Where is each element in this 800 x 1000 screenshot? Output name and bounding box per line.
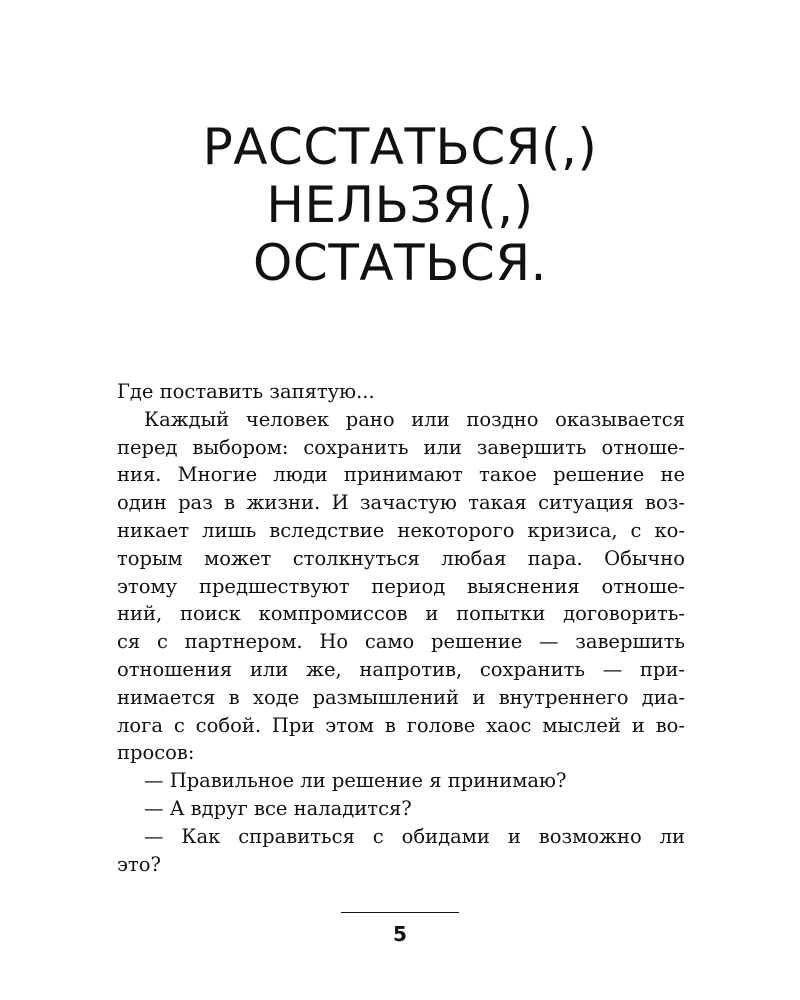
text-line: просов: (117, 741, 195, 765)
text-line: никает лишь вследствие некоторого кризиса, с ко- (117, 518, 685, 542)
chapter-title-line: НЕЛЬЗЯ(,) (266, 176, 534, 234)
dialogue-line: — Правильное ли решение я принимаю? (144, 769, 567, 793)
text-line: отношения или же, напротив, сохранить — при- (117, 657, 685, 681)
text-line: ний, поиск компромиссов и попытки договорить- (117, 602, 685, 626)
text-line: этому предшествуют период выяснения отноше- (117, 574, 685, 598)
footer-rule (341, 912, 459, 913)
text-line: Где поставить запятую... (117, 380, 375, 403)
dialogue-line: — А вдруг все наладится? (144, 796, 412, 820)
text-line: ся с партнером. Но само решение — завершить (117, 630, 685, 654)
text-line: Каждый человек рано или поздно оказывается (144, 407, 685, 431)
text-line: торым может столкнуться любая пара. Обычно (117, 546, 685, 570)
body-text (117, 378, 685, 878)
text-line: перед выбором: сохранить или завершить отноше- (117, 435, 685, 459)
chapter-title-line: ОСТАТЬСЯ. (253, 234, 547, 292)
page-number: 5 (393, 922, 407, 946)
text-line: это? (117, 852, 161, 876)
chapter-title (0, 118, 800, 292)
text-line: нимается в ходе размышлений и внутреннего диа- (117, 685, 685, 709)
chapter-title-line: РАССТАТЬСЯ(,) (202, 118, 598, 176)
text-line: ния. Многие люди принимают такое решение не (117, 463, 685, 487)
dialogue-line: — Как справиться с обидами и возможно ли (144, 824, 685, 848)
text-line: лога с собой. При этом в голове хаос мыслей и во- (117, 713, 685, 737)
text-line: один раз в жизни. И зачастую такая ситуация воз- (117, 491, 685, 515)
